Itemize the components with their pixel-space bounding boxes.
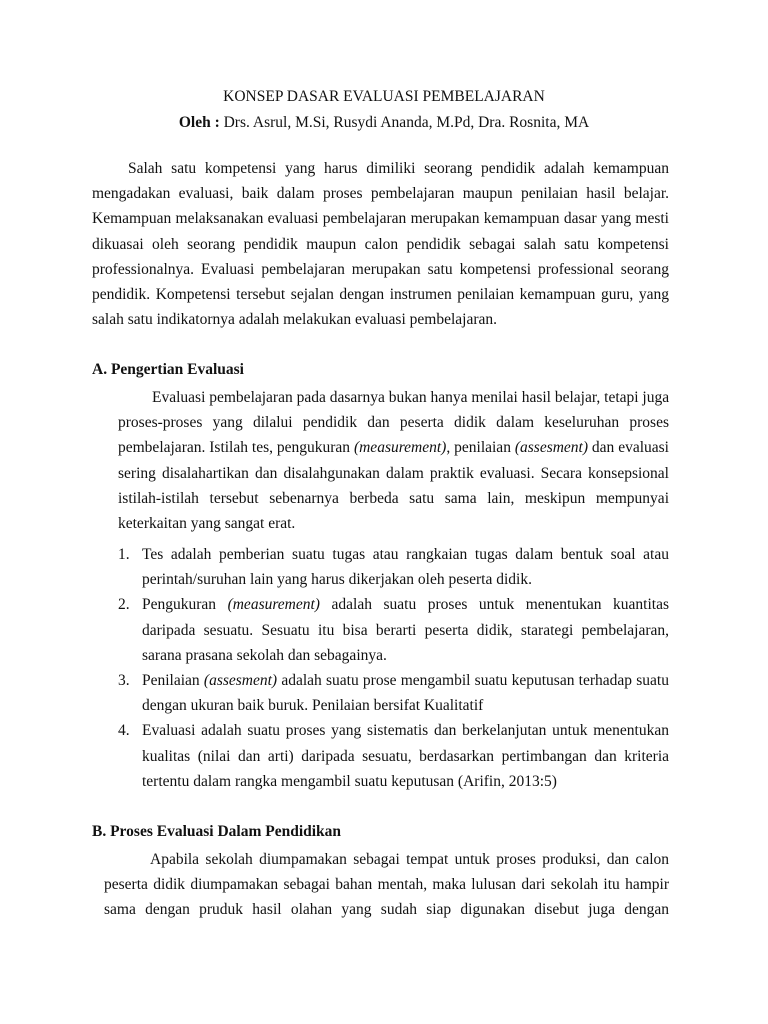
list-line: Tes adalah pemberian suatu tugas atau rangkaian tugas dalam bentuk soal atau xyxy=(142,546,669,563)
section-a-text: , penilaian xyxy=(446,439,515,457)
definition-list xyxy=(118,542,669,794)
section-b-line: Apabila sekolah diumpamakan sebagai tempat untuk proses produksi, dan calon xyxy=(150,851,669,868)
list-number: 4. xyxy=(118,722,130,740)
list-text: Penilaian xyxy=(142,671,204,689)
section-a-line: sering disalahartikan dan disalahgunakan dalam praktik evaluasi. Secara konsepsional xyxy=(118,464,669,482)
list-line xyxy=(142,668,669,693)
intro-paragraph xyxy=(92,156,669,332)
section-a-line: keterkaitan yang sangat erat. xyxy=(118,514,296,532)
list-line: sarana prasana sekolah dan sebagainya. xyxy=(142,646,387,664)
term-measurement: (measurement) xyxy=(227,596,320,614)
list-number: 3. xyxy=(118,671,130,689)
section-a-line: Evaluasi pembelajaran pada dasarnya bukan hanya menilai hasil belajar, tetapi juga xyxy=(152,389,669,406)
list-line: kualitas (nilai dan arti) daripada sesuatu, berdasarkan pertimbangan dan kriteria xyxy=(142,747,669,765)
list-number: 2. xyxy=(118,596,130,614)
intro-line: professionalnya. Evaluasi pembelajaran merupakan satu kompetensi professional seorang xyxy=(92,260,669,278)
document-byline xyxy=(0,113,768,133)
list-item xyxy=(118,718,669,794)
intro-line: dikuasai oleh seorang pendidik maupun calon pendidik sebagai salah satu kompetensi xyxy=(92,235,669,253)
section-a-line: istilah-istilah tersebut sebenarnya berbeda satu sama lain, meskipun mempunyai xyxy=(118,489,669,507)
list-line: dengan ukuran baik buruk. Penilaian bersifat Kualitatif xyxy=(142,697,484,715)
list-text: adalah suatu proses untuk menentukan kuantitas xyxy=(319,596,669,614)
list-text: Pengukuran xyxy=(142,596,228,614)
intro-line: pendidik. Kompetensi tersebut sejalan dengan instrumen penilaian kemampuan guru, yang xyxy=(92,285,669,303)
list-item xyxy=(118,592,669,668)
section-b-line: peserta didik diumpamakan sebagai bahan mentah, maka lulusan dari sekolah itu hampir xyxy=(104,876,669,894)
term-assesment: (assesment) xyxy=(514,439,589,457)
section-a-line: proses-proses yang dilalui pendidik dan peserta didik dalam keseluruhan proses xyxy=(118,414,669,432)
section-a-line xyxy=(118,435,669,460)
intro-line: Kemampuan melaksanakan evaluasi pembelajaran merupakan kemampuan dasar yang mesti xyxy=(92,210,669,228)
document-title: KONSEP DASAR EVALUASI PEMBELAJARAN xyxy=(223,88,545,105)
list-line: tertentu dalam rangka mengambil suatu keputusan (Arifin, 2013:5) xyxy=(142,772,557,790)
list-number: 1. xyxy=(118,546,130,563)
intro-line: Salah satu kompetensi yang harus dimiliki seorang pendidik adalah kemampuan xyxy=(128,160,669,177)
list-item xyxy=(118,668,669,718)
byline-label: Oleh : xyxy=(178,114,220,131)
term-measurement: (measurement) xyxy=(353,439,447,457)
byline-authors: Drs. Asrul, M.Si, Rusydi Ananda, M.Pd, Dra. Rosnita, MA xyxy=(223,114,590,131)
intro-line: salah satu indikatornya adalah melakukan evaluasi pembelajaran. xyxy=(92,311,497,329)
section-a-paragraph xyxy=(118,385,669,536)
list-text: adalah suatu prose mengambil suatu keputusan terhadap suatu xyxy=(277,671,669,689)
list-line: perintah/suruhan lain yang harus dikerjakan oleh peserta didik. xyxy=(142,571,532,589)
intro-line: mengadakan evaluasi, baik dalam proses pembelajaran maupun penilaian hasil belajar. xyxy=(92,185,669,203)
section-a-heading: A. Pengertian Evaluasi xyxy=(92,361,244,378)
section-a-text: dan evaluasi xyxy=(588,439,669,457)
list-line: daripada sesuatu. Sesuatu itu bisa berarti peserta didik, starategi pembelajaran, xyxy=(142,621,669,639)
term-assesment: (assesment) xyxy=(203,671,278,689)
section-a-text: pembelajaran. Istilah tes, pengukuran xyxy=(118,439,354,457)
list-line: Evaluasi adalah suatu proses yang sistematis dan berkelanjutan untuk menentukan xyxy=(142,722,669,740)
section-b-line: sama dengan pruduk hasil olahan yang sudah siap digunakan disebut juga dengan xyxy=(104,901,669,919)
section-b-heading: B. Proses Evaluasi Dalam Pendidikan xyxy=(92,823,342,840)
section-b-paragraph xyxy=(104,847,669,923)
list-line xyxy=(142,592,669,617)
list-item xyxy=(118,542,669,592)
